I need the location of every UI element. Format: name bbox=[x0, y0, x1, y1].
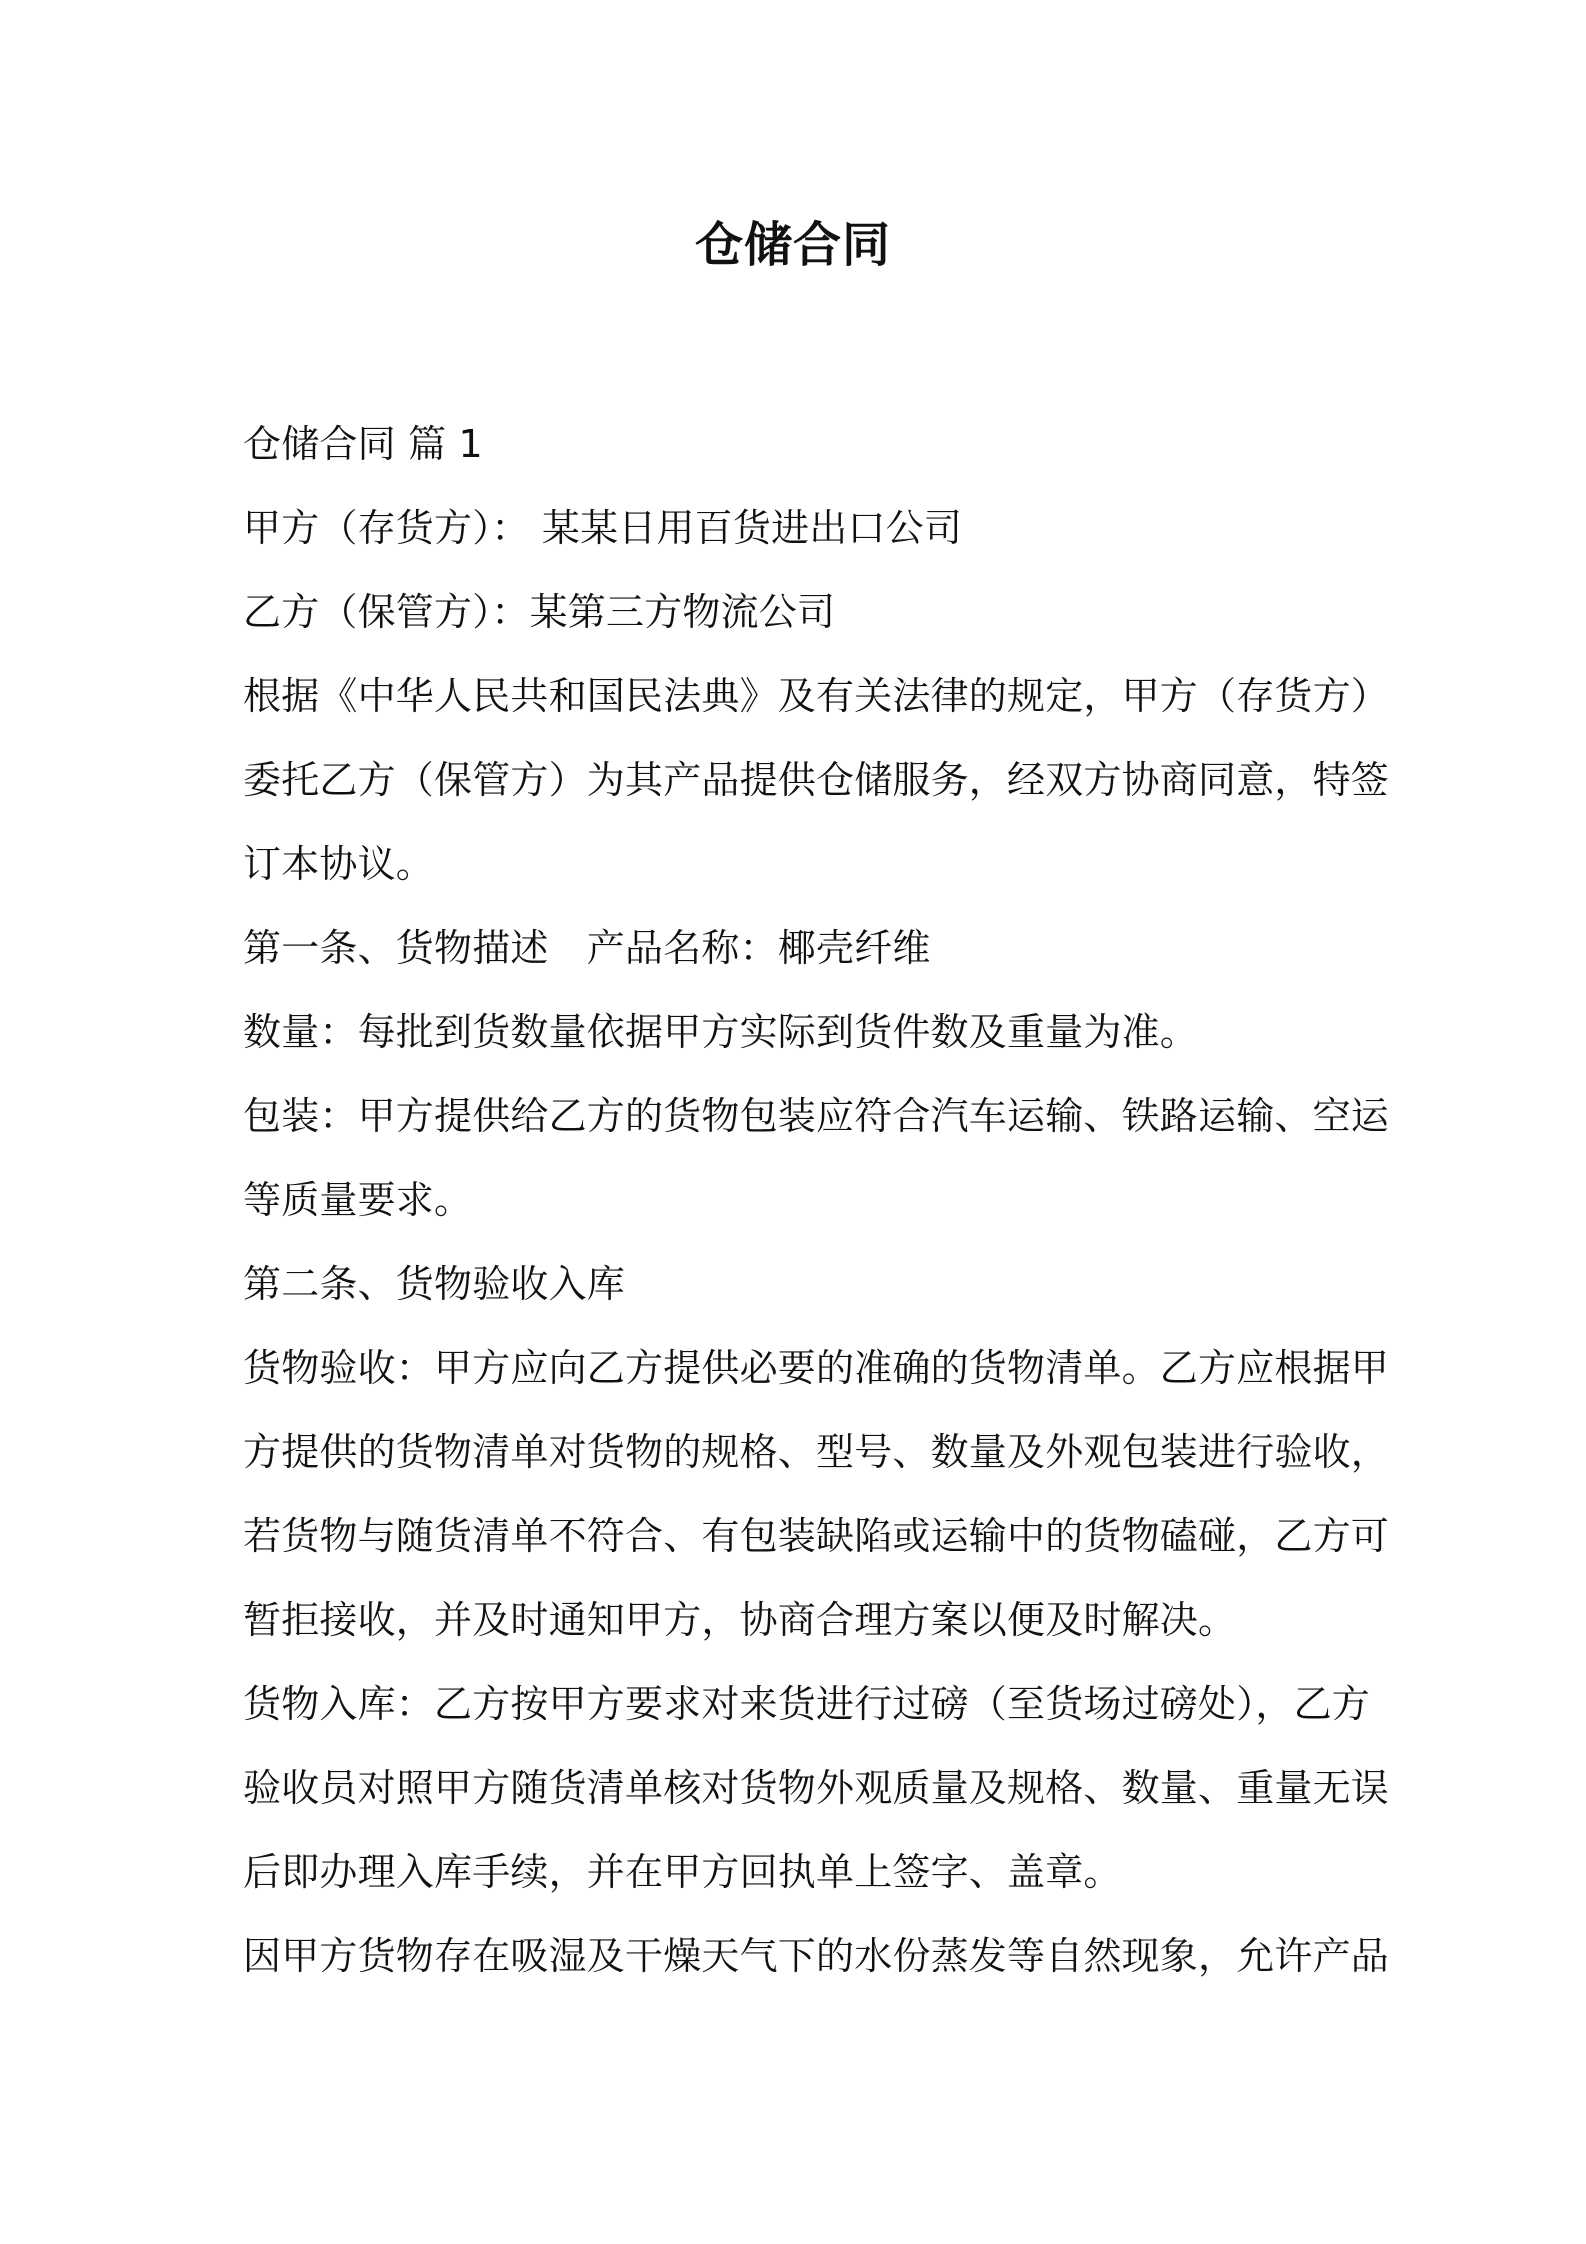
paragraph-line: 验收员对照甲方随货清单核对货物外观质量及规格、数量、重量无误 bbox=[243, 1766, 1390, 1810]
paragraph-line: 委托乙方（保管方）为其产品提供仓储服务，经双方协商同意，特签 bbox=[243, 758, 1390, 802]
article-heading: 第一条、货物描述 产品名称：椰壳纤维 bbox=[243, 926, 931, 970]
paragraph-line: 等质量要求。 bbox=[243, 1178, 473, 1222]
paragraph-line: 后即办理入库手续，并在甲方回执单上签字、盖章。 bbox=[243, 1850, 1122, 1894]
paragraph-line: 货物入库：乙方按甲方要求对来货进行过磅（至货场过磅处），乙方 bbox=[243, 1682, 1371, 1726]
party-b-line: 乙方（保管方）：某第三方物流公司 bbox=[243, 590, 836, 634]
paragraph-line: 数量：每批到货数量依据甲方实际到货件数及重量为准。 bbox=[243, 1010, 1199, 1054]
page-title: 仓储合同 bbox=[694, 217, 891, 273]
paragraph-line: 若货物与随货清单不符合、有包装缺陷或运输中的货物磕碰，乙方可 bbox=[243, 1514, 1390, 1558]
paragraph-line: 方提供的货物清单对货物的规格、型号、数量及外观包装进行验收， bbox=[243, 1430, 1390, 1474]
paragraph-line: 货物验收：甲方应向乙方提供必要的准确的货物清单。乙方应根据甲 bbox=[243, 1346, 1390, 1390]
paragraph-line: 因甲方货物存在吸湿及干燥天气下的水份蒸发等自然现象，允许产品 bbox=[243, 1934, 1390, 1978]
paragraph-line: 包装：甲方提供给乙方的货物包装应符合汽车运输、铁路运输、空运 bbox=[243, 1094, 1390, 1138]
section-heading: 仓储合同 篇 1 bbox=[243, 422, 483, 466]
paragraph-line: 订本协议。 bbox=[243, 842, 435, 886]
paragraph-line: 暂拒接收，并及时通知甲方，协商合理方案以便及时解决。 bbox=[243, 1598, 1237, 1642]
contract-body bbox=[243, 402, 1390, 1998]
party-a-line: 甲方（存货方）： 某某日用百货进出口公司 bbox=[243, 506, 963, 550]
article-heading: 第二条、货物验收入库 bbox=[243, 1262, 626, 1306]
paragraph-line: 根据《中华人民共和国民法典》及有关法律的规定，甲方（存货方） bbox=[243, 674, 1390, 718]
